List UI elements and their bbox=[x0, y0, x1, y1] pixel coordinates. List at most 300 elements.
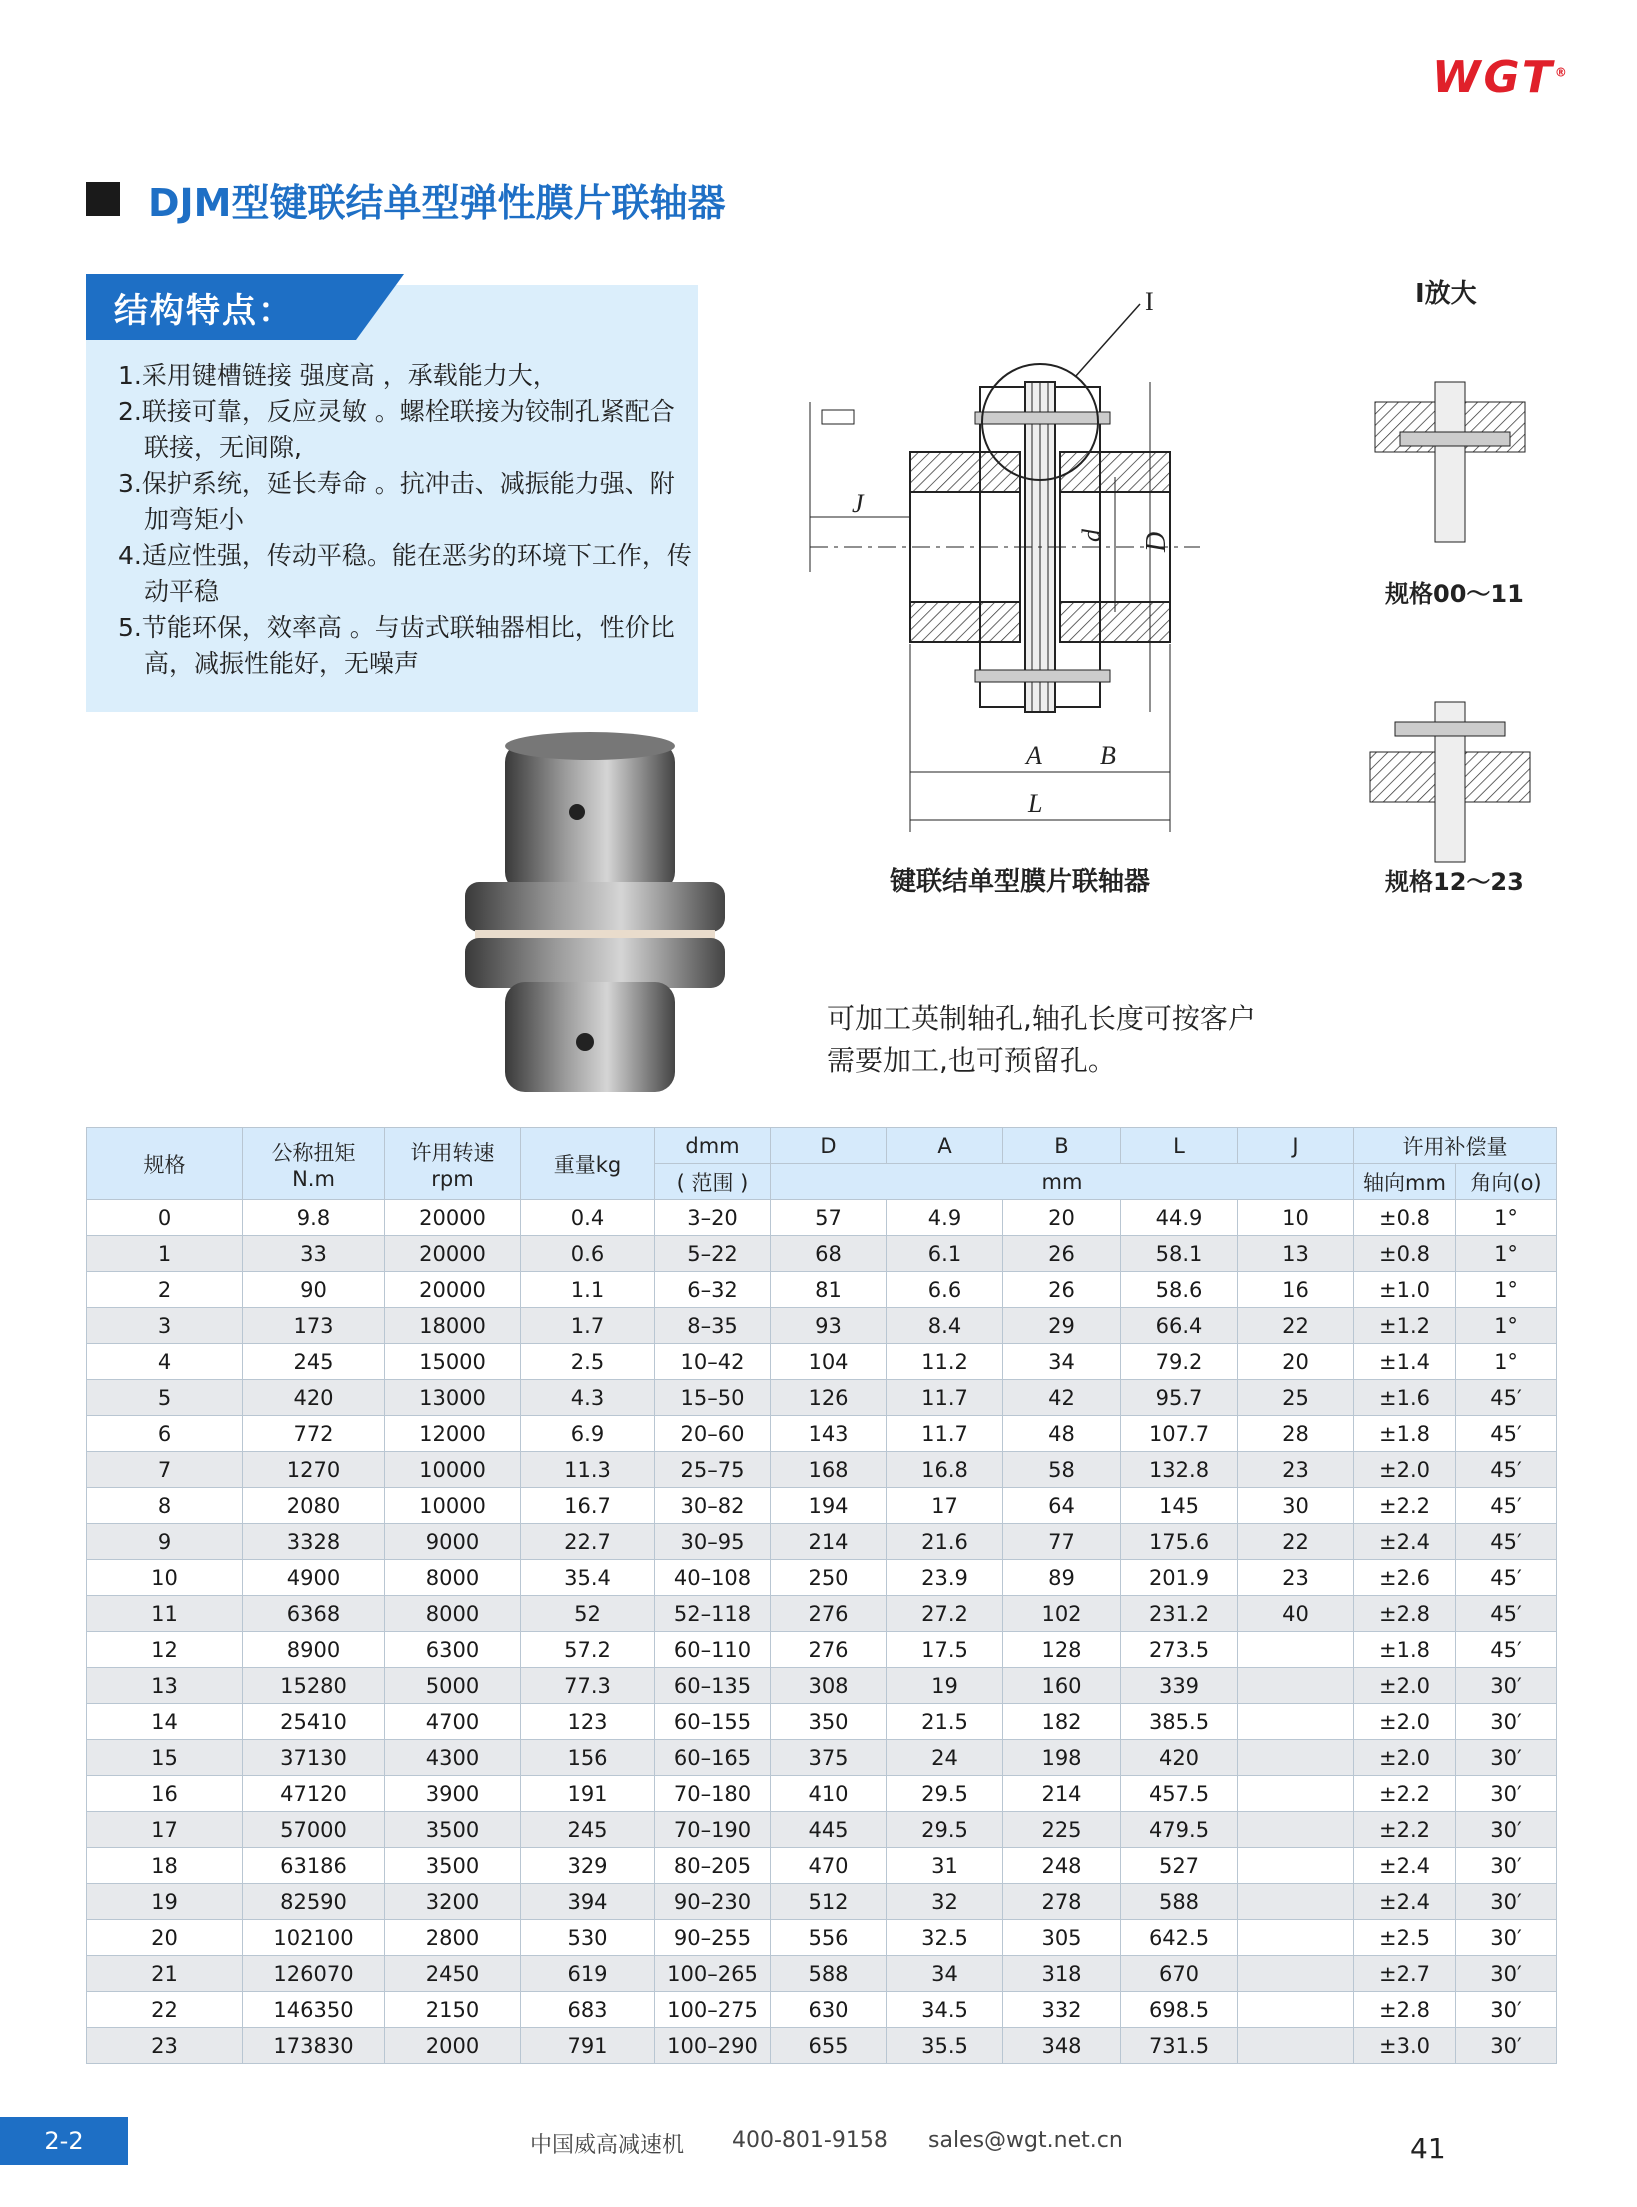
table-cell: 0.4 bbox=[521, 1200, 655, 1236]
table-cell: ±2.5 bbox=[1354, 1920, 1456, 1956]
table-cell: 214 bbox=[1003, 1776, 1121, 1812]
table-cell: 37130 bbox=[243, 1740, 385, 1776]
table-cell: 42 bbox=[1003, 1380, 1121, 1416]
table-cell: ±0.8 bbox=[1354, 1236, 1456, 1272]
table-cell: 1° bbox=[1456, 1200, 1557, 1236]
table-cell: 20000 bbox=[385, 1236, 521, 1272]
table-cell: 107.7 bbox=[1121, 1416, 1238, 1452]
table-cell: 791 bbox=[521, 2028, 655, 2064]
table-cell: 22 bbox=[1238, 1524, 1354, 1560]
brand-logo bbox=[1432, 52, 1570, 103]
brand-logo-text: WGT bbox=[1432, 52, 1555, 103]
table-cell: 642.5 bbox=[1121, 1920, 1238, 1956]
table-cell: 588 bbox=[771, 1956, 887, 1992]
table-cell: 128 bbox=[1003, 1632, 1121, 1668]
table-row bbox=[87, 1560, 1557, 1596]
col-angular: 角向(o) bbox=[1456, 1164, 1557, 1200]
table-cell bbox=[1238, 1884, 1354, 1920]
table-row bbox=[87, 1884, 1557, 1920]
table-cell: 11.2 bbox=[887, 1344, 1003, 1380]
table-cell: 11 bbox=[87, 1596, 243, 1632]
table-row bbox=[87, 1416, 1557, 1452]
table-cell: 30′ bbox=[1456, 2028, 1557, 2064]
table-cell: 34 bbox=[1003, 1344, 1121, 1380]
table-cell: 58.1 bbox=[1121, 1236, 1238, 1272]
table-cell: 6–32 bbox=[655, 1272, 771, 1308]
table-cell: ±1.8 bbox=[1354, 1416, 1456, 1452]
table-cell: ±2.2 bbox=[1354, 1776, 1456, 1812]
table-cell: 17.5 bbox=[887, 1632, 1003, 1668]
table-row bbox=[87, 1344, 1557, 1380]
table-cell: 90 bbox=[243, 1272, 385, 1308]
table-cell: 126 bbox=[771, 1380, 887, 1416]
table-cell: 102100 bbox=[243, 1920, 385, 1956]
table-row bbox=[87, 2028, 1557, 2064]
table-cell: 13 bbox=[87, 1668, 243, 1704]
table-cell: 45′ bbox=[1456, 1560, 1557, 1596]
table-cell: ±1.2 bbox=[1354, 1308, 1456, 1344]
table-cell: 90–230 bbox=[655, 1884, 771, 1920]
table-cell: 214 bbox=[771, 1524, 887, 1560]
col-spec: 规格 bbox=[87, 1128, 243, 1200]
table-cell: 30′ bbox=[1456, 1848, 1557, 1884]
table-row bbox=[87, 1848, 1557, 1884]
table-cell: 556 bbox=[771, 1920, 887, 1956]
table-cell: 12 bbox=[87, 1632, 243, 1668]
col-B: B bbox=[1003, 1128, 1121, 1164]
table-cell: 52–118 bbox=[655, 1596, 771, 1632]
table-cell: ±1.4 bbox=[1354, 1344, 1456, 1380]
table-cell: 20 bbox=[87, 1920, 243, 1956]
table-cell: 3500 bbox=[385, 1812, 521, 1848]
table-cell: 79.2 bbox=[1121, 1344, 1238, 1380]
table-cell: 2.5 bbox=[521, 1344, 655, 1380]
table-cell: ±2.0 bbox=[1354, 1704, 1456, 1740]
table-row bbox=[87, 1920, 1557, 1956]
table-cell bbox=[1238, 1920, 1354, 1956]
torque-unit: N.m bbox=[292, 1166, 335, 1191]
table-cell: ±2.2 bbox=[1354, 1812, 1456, 1848]
table-cell: 273.5 bbox=[1121, 1632, 1238, 1668]
table-cell: 13000 bbox=[385, 1380, 521, 1416]
table-cell: 9.8 bbox=[243, 1200, 385, 1236]
table-cell: 231.2 bbox=[1121, 1596, 1238, 1632]
table-cell: 375 bbox=[771, 1740, 887, 1776]
table-cell: 40 bbox=[1238, 1596, 1354, 1632]
table-cell: 63186 bbox=[243, 1848, 385, 1884]
table-cell: ±2.8 bbox=[1354, 1992, 1456, 2028]
table-cell: 527 bbox=[1121, 1848, 1238, 1884]
page-number: 41 bbox=[1410, 2132, 1446, 2165]
table-cell: ±2.4 bbox=[1354, 1524, 1456, 1560]
table-cell bbox=[1238, 1956, 1354, 1992]
table-cell: 1° bbox=[1456, 1236, 1557, 1272]
table-cell: 445 bbox=[771, 1812, 887, 1848]
table-cell: 410 bbox=[771, 1776, 887, 1812]
table-row bbox=[87, 1812, 1557, 1848]
table-cell: 45′ bbox=[1456, 1416, 1557, 1452]
table-row bbox=[87, 1776, 1557, 1812]
table-cell: 182 bbox=[1003, 1704, 1121, 1740]
table-cell: 245 bbox=[521, 1812, 655, 1848]
table-cell: 44.9 bbox=[1121, 1200, 1238, 1236]
table-cell: 68 bbox=[771, 1236, 887, 1272]
table-cell: 332 bbox=[1003, 1992, 1121, 2028]
table-cell: 168 bbox=[771, 1452, 887, 1488]
table-cell: 21.5 bbox=[887, 1704, 1003, 1740]
table-cell: 10 bbox=[87, 1560, 243, 1596]
table-cell: 4900 bbox=[243, 1560, 385, 1596]
table-cell: ±2.4 bbox=[1354, 1884, 1456, 1920]
table-cell: ±2.2 bbox=[1354, 1488, 1456, 1524]
table-cell: 30′ bbox=[1456, 1740, 1557, 1776]
features-heading: 结构特点： bbox=[114, 291, 294, 331]
col-bore-range: ( 范围 ) bbox=[655, 1164, 771, 1200]
table-cell: 175.6 bbox=[1121, 1524, 1238, 1560]
feature-item: 3.保护系统，延长寿命 。抗冲击、减振能力强、附加弯矩小 bbox=[118, 469, 675, 534]
table-cell: 318 bbox=[1003, 1956, 1121, 1992]
table-cell: 6368 bbox=[243, 1596, 385, 1632]
table-cell: 1° bbox=[1456, 1344, 1557, 1380]
feature-item: 5.节能环保，效率高 。与齿式联轴器相比，性价比高，减振性能好，无噪声 bbox=[118, 613, 675, 678]
machining-note bbox=[827, 998, 1256, 1082]
table-cell: ±0.8 bbox=[1354, 1200, 1456, 1236]
table-cell: ±2.0 bbox=[1354, 1668, 1456, 1704]
spec-table-wrap bbox=[86, 1127, 1556, 2064]
table-cell: 1.7 bbox=[521, 1308, 655, 1344]
table-cell: 95.7 bbox=[1121, 1380, 1238, 1416]
col-weight: 重量kg bbox=[521, 1128, 655, 1200]
table-cell: 21 bbox=[87, 1956, 243, 1992]
table-cell: 58.6 bbox=[1121, 1272, 1238, 1308]
table-cell: 57000 bbox=[243, 1812, 385, 1848]
footer-company: 中国威高减速机 bbox=[530, 2133, 685, 2158]
table-cell: 27.2 bbox=[887, 1596, 1003, 1632]
table-cell: 17 bbox=[87, 1812, 243, 1848]
table-cell: 24 bbox=[887, 1740, 1003, 1776]
table-cell: 143 bbox=[771, 1416, 887, 1452]
table-cell: 70–190 bbox=[655, 1812, 771, 1848]
table-cell: 8000 bbox=[385, 1596, 521, 1632]
table-cell: 58 bbox=[1003, 1452, 1121, 1488]
table-cell: 60–110 bbox=[655, 1632, 771, 1668]
table-cell: 45′ bbox=[1456, 1632, 1557, 1668]
dim-label-d: d bbox=[1077, 529, 1106, 542]
table-cell: 16 bbox=[1238, 1272, 1354, 1308]
col-axial: 轴向mm bbox=[1354, 1164, 1456, 1200]
table-cell: 156 bbox=[521, 1740, 655, 1776]
table-cell: 420 bbox=[243, 1380, 385, 1416]
table-cell: 0 bbox=[87, 1200, 243, 1236]
table-cell: 8–35 bbox=[655, 1308, 771, 1344]
table-cell: 20–60 bbox=[655, 1416, 771, 1452]
table-row bbox=[87, 1452, 1557, 1488]
table-cell: 2080 bbox=[243, 1488, 385, 1524]
features-list bbox=[118, 358, 698, 682]
table-cell: ±3.0 bbox=[1354, 2028, 1456, 2064]
table-cell: 245 bbox=[243, 1344, 385, 1380]
table-cell: 23 bbox=[87, 2028, 243, 2064]
table-cell: 100–275 bbox=[655, 1992, 771, 2028]
table-cell: 10–42 bbox=[655, 1344, 771, 1380]
table-cell: 20 bbox=[1003, 1200, 1121, 1236]
table-cell: 132.8 bbox=[1121, 1452, 1238, 1488]
table-cell: 530 bbox=[521, 1920, 655, 1956]
table-cell: ±1.8 bbox=[1354, 1632, 1456, 1668]
table-cell: 0.6 bbox=[521, 1236, 655, 1272]
table-cell: 4.3 bbox=[521, 1380, 655, 1416]
table-cell: 102 bbox=[1003, 1596, 1121, 1632]
table-cell: ±2.7 bbox=[1354, 1956, 1456, 1992]
table-cell: 5–22 bbox=[655, 1236, 771, 1272]
table-cell: 23.9 bbox=[887, 1560, 1003, 1596]
table-cell: 2150 bbox=[385, 1992, 521, 2028]
table-cell: 15–50 bbox=[655, 1380, 771, 1416]
table-cell: 278 bbox=[1003, 1884, 1121, 1920]
table-cell: 89 bbox=[1003, 1560, 1121, 1596]
table-cell: 18 bbox=[87, 1848, 243, 1884]
table-cell: 6.6 bbox=[887, 1272, 1003, 1308]
table-cell bbox=[1238, 1668, 1354, 1704]
table-cell: ±2.0 bbox=[1354, 1452, 1456, 1488]
table-cell: 13 bbox=[1238, 1236, 1354, 1272]
table-cell: 30′ bbox=[1456, 1920, 1557, 1956]
table-cell: 619 bbox=[521, 1956, 655, 1992]
table-cell: 104 bbox=[771, 1344, 887, 1380]
table-cell: 7 bbox=[87, 1452, 243, 1488]
table-cell: ±2.8 bbox=[1354, 1596, 1456, 1632]
table-cell: 30 bbox=[1238, 1488, 1354, 1524]
table-cell: 11.7 bbox=[887, 1380, 1003, 1416]
table-cell: 470 bbox=[771, 1848, 887, 1884]
table-cell: 82590 bbox=[243, 1884, 385, 1920]
table-cell: 10000 bbox=[385, 1488, 521, 1524]
table-row bbox=[87, 1740, 1557, 1776]
technical-drawing bbox=[770, 272, 1570, 912]
table-row bbox=[87, 1488, 1557, 1524]
table-row bbox=[87, 1308, 1557, 1344]
table-cell: 16 bbox=[87, 1776, 243, 1812]
table-cell: 16.8 bbox=[887, 1452, 1003, 1488]
table-cell: 47120 bbox=[243, 1776, 385, 1812]
feature-item: 2.联接可靠，反应灵敏 。螺栓联接为铰制孔紧配合联接，无间隙, bbox=[118, 397, 675, 462]
table-cell: 26 bbox=[1003, 1236, 1121, 1272]
table-cell: 77 bbox=[1003, 1524, 1121, 1560]
footer-phone: 400-801-9158 bbox=[732, 2128, 888, 2153]
table-cell: 30–95 bbox=[655, 1524, 771, 1560]
table-cell: 20000 bbox=[385, 1200, 521, 1236]
table-cell: 5000 bbox=[385, 1668, 521, 1704]
table-cell bbox=[1238, 1848, 1354, 1884]
feature-item: 4.适应性强，传动平稳。能在恶劣的环境下工作，传动平稳 bbox=[118, 541, 692, 606]
table-cell: 35.5 bbox=[887, 2028, 1003, 2064]
table-cell: 25 bbox=[1238, 1380, 1354, 1416]
table-cell: 29.5 bbox=[887, 1812, 1003, 1848]
table-cell: 22.7 bbox=[521, 1524, 655, 1560]
table-cell: 276 bbox=[771, 1632, 887, 1668]
table-cell: 80–205 bbox=[655, 1848, 771, 1884]
table-cell: 420 bbox=[1121, 1740, 1238, 1776]
table-row bbox=[87, 1596, 1557, 1632]
table-cell: 25410 bbox=[243, 1704, 385, 1740]
table-cell: ±2.6 bbox=[1354, 1560, 1456, 1596]
table-cell: 588 bbox=[1121, 1884, 1238, 1920]
col-J: J bbox=[1238, 1128, 1354, 1164]
table-cell: 8900 bbox=[243, 1632, 385, 1668]
table-cell: 1.1 bbox=[521, 1272, 655, 1308]
table-cell: 30′ bbox=[1456, 1776, 1557, 1812]
table-cell bbox=[1238, 1776, 1354, 1812]
col-A: A bbox=[887, 1128, 1003, 1164]
table-cell: 30–82 bbox=[655, 1488, 771, 1524]
col-L: L bbox=[1121, 1128, 1238, 1164]
spec-table-body bbox=[87, 1200, 1557, 2064]
table-cell: 385.5 bbox=[1121, 1704, 1238, 1740]
table-cell: 26 bbox=[1003, 1272, 1121, 1308]
table-cell: 3328 bbox=[243, 1524, 385, 1560]
col-compensation: 许用补偿量 bbox=[1354, 1128, 1557, 1164]
table-cell: 772 bbox=[243, 1416, 385, 1452]
table-cell: 6300 bbox=[385, 1632, 521, 1668]
table-cell: 173 bbox=[243, 1308, 385, 1344]
table-row bbox=[87, 1380, 1557, 1416]
table-cell: 18000 bbox=[385, 1308, 521, 1344]
table-cell bbox=[1238, 1812, 1354, 1848]
col-mm-unit: mm bbox=[771, 1164, 1354, 1200]
table-cell: 512 bbox=[771, 1884, 887, 1920]
speed-label: 许用转速 bbox=[410, 1140, 495, 1165]
table-cell bbox=[1238, 2028, 1354, 2064]
table-cell: 160 bbox=[1003, 1668, 1121, 1704]
drawing-caption: 键联结单型膜片联轴器 bbox=[890, 867, 1151, 897]
table-cell: 1 bbox=[87, 1236, 243, 1272]
table-cell: 683 bbox=[521, 1992, 655, 2028]
table-row bbox=[87, 1632, 1557, 1668]
note-line: 可加工英制轴孔,轴孔长度可按客户 bbox=[827, 1002, 1256, 1035]
table-cell bbox=[1238, 1992, 1354, 2028]
table-cell: 34.5 bbox=[887, 1992, 1003, 2028]
table-cell: 5 bbox=[87, 1380, 243, 1416]
table-cell: ±2.4 bbox=[1354, 1848, 1456, 1884]
table-cell: 2450 bbox=[385, 1956, 521, 1992]
table-cell: 90–255 bbox=[655, 1920, 771, 1956]
dim-label-L: L bbox=[1028, 789, 1043, 818]
table-cell: 14 bbox=[87, 1704, 243, 1740]
table-cell: 11.3 bbox=[521, 1452, 655, 1488]
table-cell: 45′ bbox=[1456, 1488, 1557, 1524]
table-cell: 3900 bbox=[385, 1776, 521, 1812]
table-cell: 225 bbox=[1003, 1812, 1121, 1848]
table-cell: 29.5 bbox=[887, 1776, 1003, 1812]
table-cell: 4.9 bbox=[887, 1200, 1003, 1236]
table-cell bbox=[1238, 1632, 1354, 1668]
detail-mark: I bbox=[1145, 287, 1154, 316]
feature-item: 1.采用键槽链接 强度高 ，承载能力大， bbox=[118, 361, 558, 390]
table-cell: 339 bbox=[1121, 1668, 1238, 1704]
table-cell: 32 bbox=[887, 1884, 1003, 1920]
table-row bbox=[87, 1956, 1557, 1992]
table-cell: 17 bbox=[887, 1488, 1003, 1524]
table-cell bbox=[1238, 1740, 1354, 1776]
table-cell: 20 bbox=[1238, 1344, 1354, 1380]
table-cell: 35.4 bbox=[521, 1560, 655, 1596]
table-cell: 70–180 bbox=[655, 1776, 771, 1812]
table-cell: 9 bbox=[87, 1524, 243, 1560]
table-cell: 21.6 bbox=[887, 1524, 1003, 1560]
table-cell: 9000 bbox=[385, 1524, 521, 1560]
table-cell: 394 bbox=[521, 1884, 655, 1920]
table-cell: 45′ bbox=[1456, 1524, 1557, 1560]
table-cell: 173830 bbox=[243, 2028, 385, 2064]
table-cell: 731.5 bbox=[1121, 2028, 1238, 2064]
table-cell: 48 bbox=[1003, 1416, 1121, 1452]
table-cell: 2000 bbox=[385, 2028, 521, 2064]
table-cell: 60–155 bbox=[655, 1704, 771, 1740]
dim-label-A: A bbox=[1026, 741, 1042, 770]
table-cell: 40–108 bbox=[655, 1560, 771, 1596]
table-cell: 66.4 bbox=[1121, 1308, 1238, 1344]
table-cell: 23 bbox=[1238, 1452, 1354, 1488]
table-cell: 698.5 bbox=[1121, 1992, 1238, 2028]
spec-table bbox=[86, 1127, 1557, 2064]
table-cell: 45′ bbox=[1456, 1452, 1557, 1488]
col-torque bbox=[243, 1128, 385, 1200]
table-cell: 45′ bbox=[1456, 1596, 1557, 1632]
table-cell: 30′ bbox=[1456, 1812, 1557, 1848]
table-cell: 30′ bbox=[1456, 1704, 1557, 1740]
page-title: DJM型键联结单型弹性膜片联轴器 bbox=[148, 181, 726, 225]
table-cell: 4300 bbox=[385, 1740, 521, 1776]
table-cell: 201.9 bbox=[1121, 1560, 1238, 1596]
section-tag: 2-2 bbox=[0, 2117, 128, 2165]
table-cell: 25–75 bbox=[655, 1452, 771, 1488]
table-cell: 45′ bbox=[1456, 1380, 1557, 1416]
table-cell: 11.7 bbox=[887, 1416, 1003, 1452]
table-cell: 19 bbox=[87, 1884, 243, 1920]
table-cell: 34 bbox=[887, 1956, 1003, 1992]
table-row bbox=[87, 1704, 1557, 1740]
table-row bbox=[87, 1272, 1557, 1308]
table-cell: 194 bbox=[771, 1488, 887, 1524]
coupling-photo bbox=[455, 732, 735, 1104]
table-cell: 16.7 bbox=[521, 1488, 655, 1524]
table-cell: 57.2 bbox=[521, 1632, 655, 1668]
speed-unit: rpm bbox=[431, 1166, 474, 1191]
table-cell: 64 bbox=[1003, 1488, 1121, 1524]
table-cell: 15000 bbox=[385, 1344, 521, 1380]
table-cell: 77.3 bbox=[521, 1668, 655, 1704]
table-cell: ±2.0 bbox=[1354, 1740, 1456, 1776]
table-cell: 329 bbox=[521, 1848, 655, 1884]
table-cell: 30′ bbox=[1456, 1992, 1557, 2028]
table-cell: 19 bbox=[887, 1668, 1003, 1704]
table-cell: 60–165 bbox=[655, 1740, 771, 1776]
col-bore: dmm bbox=[655, 1128, 771, 1164]
table-cell: 100–265 bbox=[655, 1956, 771, 1992]
detail-title: I放大 bbox=[1415, 279, 1477, 309]
table-cell: 126070 bbox=[243, 1956, 385, 1992]
table-cell: 28 bbox=[1238, 1416, 1354, 1452]
table-cell: 22 bbox=[87, 1992, 243, 2028]
table-cell: 123 bbox=[521, 1704, 655, 1740]
table-cell: 3 bbox=[87, 1308, 243, 1344]
table-cell: 4 bbox=[87, 1344, 243, 1380]
table-cell: 3500 bbox=[385, 1848, 521, 1884]
table-row bbox=[87, 1236, 1557, 1272]
table-cell: 655 bbox=[771, 2028, 887, 2064]
table-cell: 308 bbox=[771, 1668, 887, 1704]
table-cell: 1° bbox=[1456, 1308, 1557, 1344]
